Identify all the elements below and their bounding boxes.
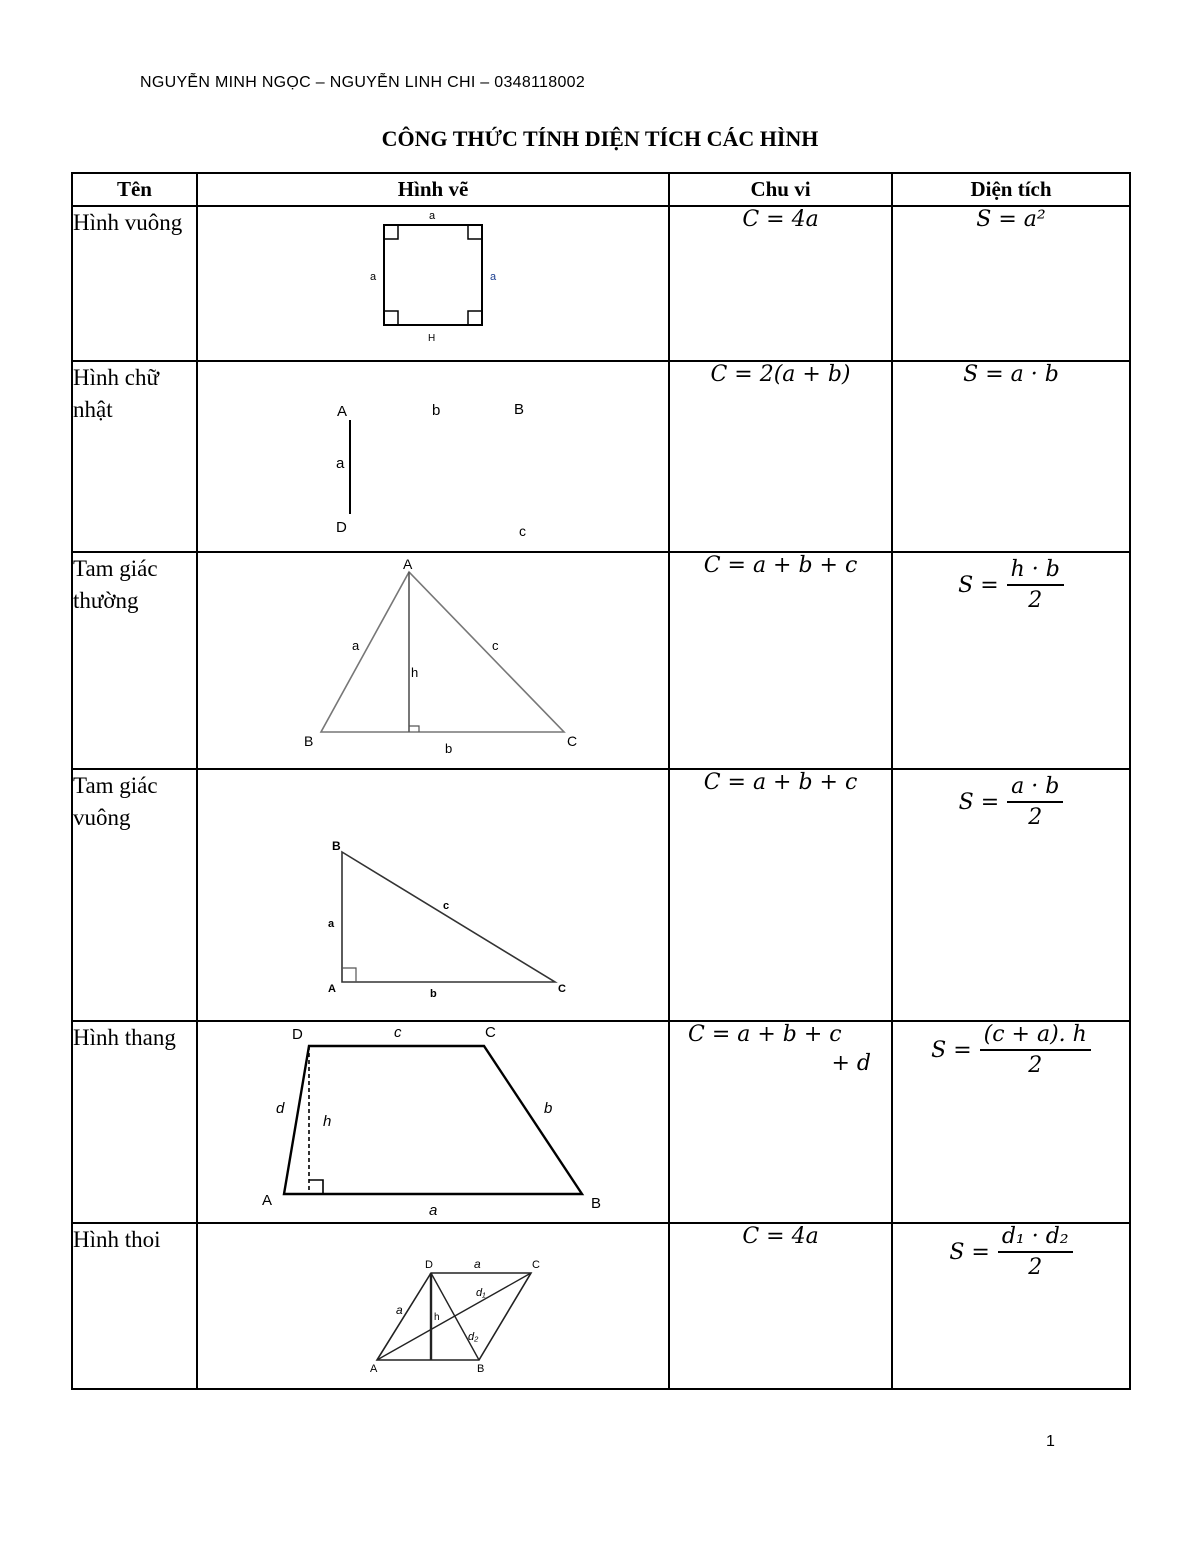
shape-name: Hình chữ nhật	[72, 361, 197, 552]
vertex-C: c	[519, 523, 526, 539]
label-a: a	[429, 1202, 438, 1219]
vertex-B: B	[477, 1363, 485, 1375]
vertex-B: B	[332, 839, 341, 853]
vertex-C: C	[485, 1024, 496, 1041]
triangle-figure-cell	[197, 552, 669, 769]
trapezoid-figure	[198, 1022, 668, 1222]
shape-name: Tam giác vuông	[72, 769, 197, 1021]
perimeter-formula-line2: + d	[831, 1051, 871, 1076]
rhombus-figure-cell	[197, 1223, 669, 1389]
area-formula	[949, 1224, 1072, 1280]
shape-name: Hình vuông	[72, 206, 197, 361]
area-formula-cell	[892, 1021, 1130, 1223]
area-formula-cell	[892, 769, 1130, 1021]
rectangle-figure	[198, 362, 668, 551]
vertex-D: D	[425, 1259, 433, 1271]
square-figure-cell	[197, 206, 669, 361]
area-formula-cell	[892, 1223, 1130, 1389]
perimeter-formula: C = 4a	[669, 1223, 892, 1389]
area-denominator: 2	[1028, 1255, 1043, 1280]
area-formula-cell	[892, 552, 1130, 769]
col-header-area: Diện tích	[892, 173, 1130, 206]
label-a: a	[336, 455, 345, 472]
label-b: b	[430, 988, 437, 1000]
label-h: h	[411, 665, 419, 680]
area-lhs: S =	[949, 1239, 990, 1265]
table-row	[72, 361, 1130, 552]
square-figure	[198, 207, 668, 360]
vertex-A: A	[403, 556, 413, 572]
col-header-figure: Hình vẽ	[197, 173, 669, 206]
table-row	[72, 206, 1130, 361]
page-header: NGUYỄN MINH NGỌC – NGUYỄN LINH CHI – 0348118002	[140, 74, 586, 91]
label-d: d	[276, 1100, 285, 1117]
shape-name: Tam giác thường	[72, 552, 197, 769]
area-lhs: S =	[958, 572, 999, 598]
vertex-B: B	[514, 401, 525, 418]
perimeter-formula: C = 2(a + b)	[669, 361, 892, 552]
area-denominator: 2	[1028, 588, 1043, 613]
perimeter-formula-cell	[669, 1021, 892, 1223]
label-b: b	[544, 1100, 553, 1117]
label-a: a	[352, 638, 360, 653]
label-d1: d₁	[476, 1287, 486, 1299]
area-numerator: d₁ · d₂	[998, 1224, 1073, 1253]
vertex-B: B	[591, 1195, 602, 1212]
vertex-A: A	[262, 1192, 273, 1209]
area-formula	[959, 774, 1064, 830]
label-h: h	[323, 1113, 332, 1130]
area-formula: S = a · b	[892, 361, 1130, 552]
vertex-D: D	[336, 519, 347, 536]
area-numerator: h · b	[1007, 557, 1064, 586]
vertex-A: A	[337, 403, 348, 420]
table-row	[72, 769, 1130, 1021]
label-c: c	[443, 900, 450, 912]
perimeter-formula-line1: C = a + b + c	[688, 1022, 842, 1047]
trapezoid-figure-cell	[197, 1021, 669, 1223]
vertex-A: A	[328, 983, 336, 995]
label-bottom: H	[428, 333, 436, 344]
label-d2: d₂	[468, 1331, 479, 1343]
right-triangle-figure-cell	[197, 769, 669, 1021]
col-header-name: Tên	[72, 173, 197, 206]
label-top: a	[429, 210, 436, 222]
label-a-side: a	[396, 1303, 403, 1317]
area-lhs: S =	[931, 1037, 972, 1063]
rhombus-figure	[198, 1224, 668, 1388]
label-right: a	[490, 271, 497, 283]
perimeter-formula: C = 4a	[669, 206, 892, 361]
shape-name: Hình thoi	[72, 1223, 197, 1389]
vertex-C: C	[558, 983, 566, 995]
area-lhs: S =	[958, 789, 1000, 815]
formula-table	[71, 172, 1131, 1390]
area-denominator: 2	[1028, 1053, 1043, 1078]
vertex-B: B	[304, 733, 314, 749]
vertex-C: C	[567, 733, 578, 749]
table-row	[72, 1021, 1130, 1223]
table-row	[72, 1223, 1130, 1389]
area-numerator: (c + a). h	[980, 1022, 1091, 1051]
shape-name: Hình thang	[72, 1021, 197, 1223]
area-formula: S = a²	[892, 206, 1130, 361]
area-formula	[958, 557, 1064, 613]
label-c: c	[394, 1024, 402, 1041]
table-row	[72, 552, 1130, 769]
triangle-figure	[198, 553, 668, 768]
vertex-D: D	[292, 1026, 303, 1043]
label-h: h	[434, 1312, 440, 1323]
area-formula	[931, 1022, 1091, 1078]
rectangle-figure-cell	[197, 361, 669, 552]
header-row	[72, 173, 1130, 206]
label-b: b	[432, 402, 441, 419]
label-left: a	[370, 271, 377, 283]
area-numerator: a · b	[1007, 774, 1063, 803]
label-c: c	[492, 638, 499, 653]
col-header-perimeter: Chu vi	[669, 173, 892, 206]
vertex-A: A	[370, 1363, 378, 1375]
label-a: a	[328, 918, 335, 930]
perimeter-formula: C = a + b + c	[669, 552, 892, 769]
label-b: b	[445, 741, 453, 756]
right-triangle-figure	[198, 770, 668, 1020]
area-denominator: 2	[1028, 805, 1043, 830]
vertex-C: C	[532, 1259, 540, 1271]
page-number: 1	[1046, 1433, 1055, 1450]
label-a-top: a	[474, 1257, 481, 1271]
perimeter-formula: C = a + b + c	[669, 769, 892, 1021]
page-title: CÔNG THỨC TÍNH DIỆN TÍCH CÁC HÌNH	[381, 126, 819, 151]
